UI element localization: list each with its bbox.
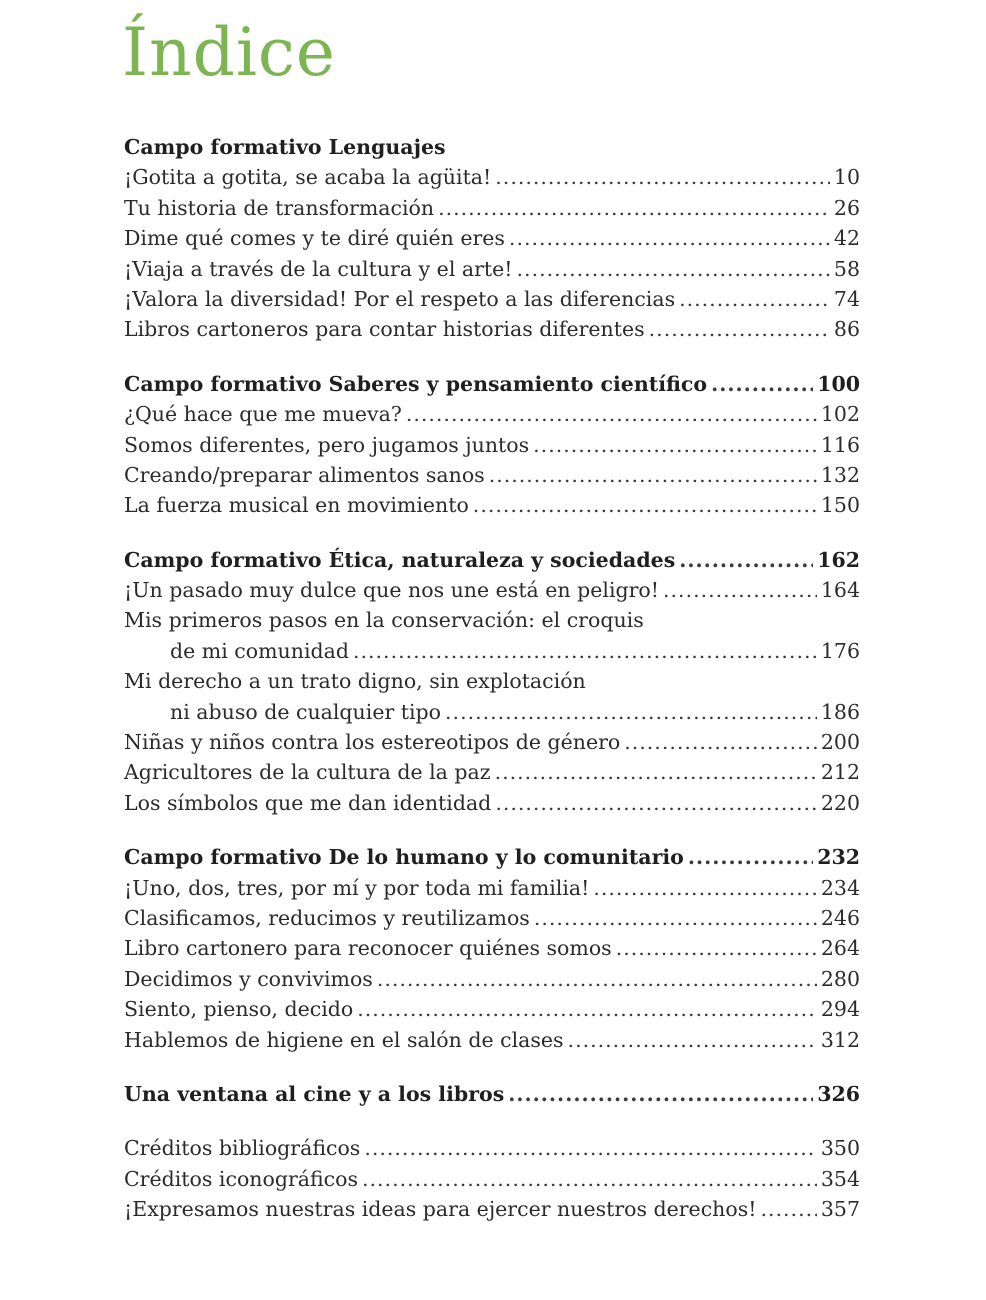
toc-entry-label: Tu historia de transformación [124,195,435,220]
page-number: 246 [820,905,860,930]
page-number: 162 [817,547,860,572]
toc-entry[interactable] [124,933,860,963]
section-heading[interactable] [124,842,860,872]
dot-leader [688,842,813,872]
toc-entry-label: Decidimos y convivimos [124,966,373,991]
toc-entry-label: ¡Uno, dos, tres, por mí y por toda mi familia! [124,875,590,900]
page-number: 10 [833,165,860,190]
section-heading-label: Campo formativo Ética, naturaleza y sociedades [124,547,676,572]
page-number: 74 [833,286,860,311]
dot-leader [495,757,817,787]
toc-entry[interactable] [124,994,860,1024]
dot-leader [533,430,817,460]
toc-entry[interactable] [124,666,860,696]
dot-leader [760,1194,816,1224]
page-number: 234 [820,875,860,900]
toc-entry-label: Créditos bibliográficos [124,1136,361,1161]
toc-entry[interactable] [124,873,860,903]
section-heading-label: Campo formativo De lo humano y lo comunitario [124,845,684,870]
section-heading-label: Campo formativo Saberes y pensamiento científico [124,371,708,396]
dot-leader [406,399,817,429]
toc-entry-label: Mi derecho a un trato digno, sin explotación [124,669,586,694]
section-spacer [124,521,860,545]
toc-entry-label: Créditos iconográficos [124,1166,358,1191]
dot-leader [711,369,813,399]
toc-entry[interactable] [124,757,860,787]
section-spacer [124,1109,860,1133]
toc-entry-label: Agricultores de la cultura de la paz [124,760,491,785]
page-number: 176 [820,638,860,663]
toc-entry-label: ¡Expresamos nuestras ideas para ejercer nuestros derechos! [124,1197,757,1222]
toc-entry[interactable] [124,964,860,994]
toc-entry[interactable] [124,460,860,490]
toc-entry[interactable] [124,788,860,818]
section-spacer [124,1055,860,1079]
page-number: 132 [820,462,860,487]
toc-entry-label: Los símbolos que me dan identidad [124,790,492,815]
toc-entry[interactable] [124,162,860,192]
page-number: 164 [820,578,860,603]
dot-leader [663,575,817,605]
toc-entry-label: La fuerza musical en movimiento [124,493,469,518]
toc-entry-label: Dime qué comes y te diré quién eres [124,226,505,251]
section-heading[interactable] [124,1079,860,1109]
page-number: 116 [820,432,860,457]
page-number: 58 [833,256,860,281]
page-title: Índice [122,14,336,91]
toc-entry[interactable] [124,314,860,344]
toc-entry[interactable] [124,636,860,666]
page-number: 350 [820,1136,860,1161]
section-heading-label: Campo formativo Lenguajes [124,135,446,159]
section-heading-label: Una ventana al cine y a los libros [124,1081,505,1106]
toc-entry-label: Mis primeros pasos en la conservación: el croquis [124,608,644,633]
toc-entry-label: Libros cartoneros para contar historias diferentes [124,317,645,342]
toc-entry[interactable] [124,223,860,253]
toc-entry-label: Libro cartonero para reconocer quiénes somos [124,936,612,961]
toc-entry[interactable] [124,1164,860,1194]
dot-leader [568,1025,817,1055]
dot-leader [679,545,813,575]
section-heading[interactable] [124,369,860,399]
toc-entry[interactable] [124,1133,860,1163]
toc-entry[interactable] [124,605,860,635]
dot-leader [593,873,817,903]
page-number: 312 [820,1027,860,1052]
toc-entry-label: ¡Un pasado muy dulce que nos une está en peligro! [124,578,660,603]
section-spacer [124,345,860,369]
toc-entry-label: ¡Viaja a través de la cultura y el arte! [124,256,513,281]
page-number: 354 [820,1166,860,1191]
page-number: 212 [820,760,860,785]
toc-entry[interactable] [124,430,860,460]
dot-leader [679,284,830,314]
dot-leader [508,1079,813,1109]
toc-entry[interactable] [124,697,860,727]
dot-leader [438,193,830,223]
dot-leader [473,490,817,520]
table-of-contents [124,132,860,1225]
dot-leader [357,994,817,1024]
page-number: 357 [820,1197,860,1222]
toc-entry-label: ¡Valora la diversidad! Por el respeto a las diferencias [124,286,676,311]
toc-entry[interactable] [124,254,860,284]
section-heading[interactable] [124,132,860,162]
page-number: 200 [820,730,860,755]
page-number: 220 [820,790,860,815]
toc-entry-label: ni abuso de cualquier tipo [170,699,442,724]
section-spacer [124,818,860,842]
page-number: 294 [820,997,860,1022]
toc-entry-label: ¿Qué hace que me mueva? [124,402,402,427]
dot-leader [495,788,817,818]
page-number: 150 [820,493,860,518]
dot-leader [624,727,817,757]
dot-leader [353,636,817,666]
page-number: 232 [817,845,860,870]
dot-leader [445,697,817,727]
page-number: 42 [833,226,860,251]
toc-entry-label: Siento, pienso, decido [124,997,354,1022]
page-number: 280 [820,966,860,991]
dot-leader [377,964,817,994]
page-number: 326 [817,1081,860,1106]
toc-entry-label: ¡Gotita a gotita, se acaba la agüita! [124,165,492,190]
toc-entry-label: de mi comunidad [170,638,349,663]
toc-entry[interactable] [124,903,860,933]
dot-leader [616,933,817,963]
toc-entry[interactable] [124,193,860,223]
toc-entry[interactable] [124,490,860,520]
dot-leader [364,1133,817,1163]
dot-leader [362,1164,817,1194]
dot-leader [489,460,817,490]
toc-entry-label: Hablemos de higiene en el salón de clases [124,1027,564,1052]
toc-entry-label: Niñas y niños contra los estereotipos de género [124,730,621,755]
dot-leader [495,162,830,192]
page-number: 102 [820,402,860,427]
page-number: 100 [817,371,860,396]
toc-entry[interactable] [124,575,860,605]
toc-entry[interactable] [124,399,860,429]
page-number: 186 [820,699,860,724]
toc-entry[interactable] [124,284,860,314]
toc-entry-label: Somos diferentes, pero jugamos juntos [124,432,530,457]
toc-entry[interactable] [124,727,860,757]
toc-entry[interactable] [124,1194,860,1224]
dot-leader [517,254,830,284]
section-heading[interactable] [124,545,860,575]
toc-entry-label: Clasificamos, reducimos y reutilizamos [124,905,530,930]
dot-leader [649,314,830,344]
toc-entry-label: Creando/preparar alimentos sanos [124,462,485,487]
page-number: 264 [820,936,860,961]
dot-leader [534,903,817,933]
toc-entry[interactable] [124,1025,860,1055]
dot-leader [509,223,830,253]
page-number: 26 [833,195,860,220]
page-number: 86 [833,317,860,342]
